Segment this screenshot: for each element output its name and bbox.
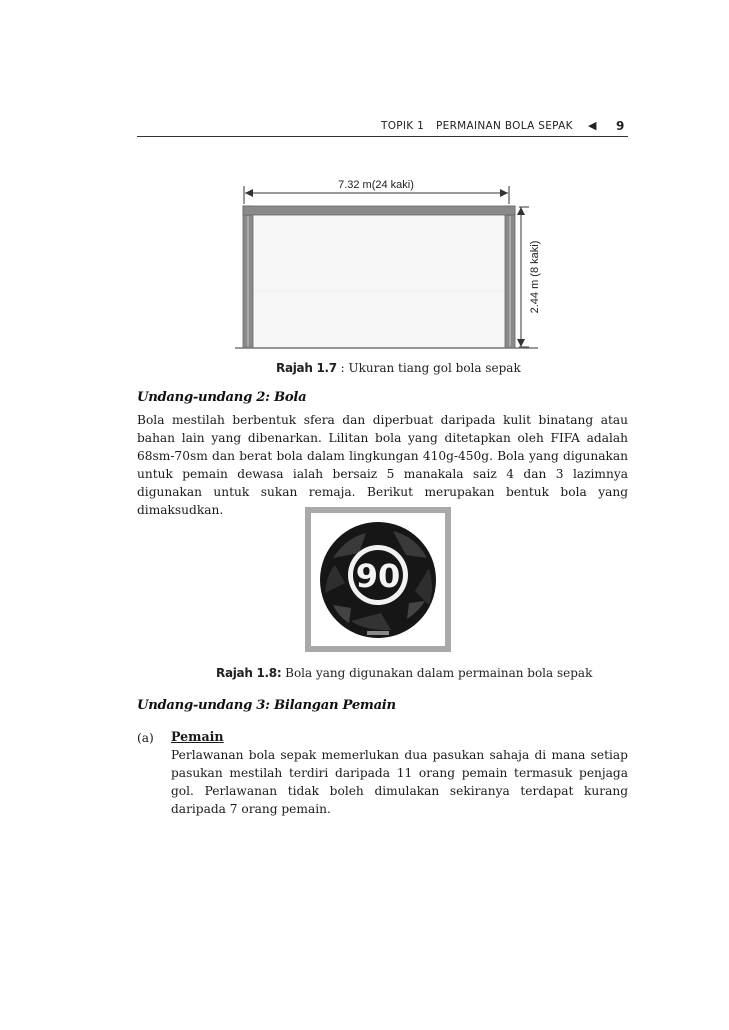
section-heading-law-2: Undang-undang 2: Bola	[137, 390, 307, 405]
crossbar	[243, 206, 515, 215]
list-item-title: Pemain	[171, 729, 224, 744]
caption-label: Rajah 1.8:	[216, 666, 282, 680]
figure-caption-1-8	[216, 666, 592, 680]
football-image-frame	[305, 507, 451, 652]
figure-caption-1-7	[276, 361, 521, 375]
list-item-paragraph: Perlawanan bola sepak memerlukan dua pasukan sahaja di mana setiap pasukan mestilah terdiri daripada 11 orang pemain termasuk penjaga gol. Perlawanan tidak boleh dimulakan sekiranya terdapat kurang daripada 7 orang pemain.	[171, 748, 628, 816]
goal-dimensions-figure	[225, 176, 545, 356]
list-marker: (a)	[137, 731, 154, 745]
ball-number: 90	[355, 557, 401, 595]
running-header	[137, 118, 628, 137]
football-image	[311, 513, 445, 646]
section-heading-law-3: Undang-undang 3: Bilangan Pemain	[137, 698, 396, 713]
goal-width-label: 7.32 m(24 kaki)	[338, 179, 414, 191]
caption-text: : Ukuran tiang gol bola sepak	[336, 361, 521, 375]
header-title: PERMAINAN BOLA SEPAK	[436, 120, 573, 132]
left-arrow-icon: ◀	[588, 119, 597, 132]
caption-label: Rajah 1.7	[276, 361, 337, 375]
page-number: 9	[616, 119, 625, 133]
caption-text: Bola yang digunakan dalam permainan bola sepak	[281, 666, 593, 680]
law-2-paragraph: Bola mestilah berbentuk sfera dan diperbuat daripada kulit binatang atau bahan lain yang dibenarkan. Lilitan bola yang ditetapkan oleh FIFA adalah 68sm-70sm dan berat bola dalam lingkungan 410g-450g. Bola yang digunakan untuk pemain dewasa ialah bersaiz 5 manakala saiz 4 dan 3 lazimnya digunakan untuk sukan remaja. Berikut merupakan bentuk bola yang dimaksudkan.	[137, 413, 628, 517]
goal-height-label: 2.44 m (8 kaki)	[529, 240, 541, 314]
header-section: TOPIK 1	[381, 120, 425, 132]
